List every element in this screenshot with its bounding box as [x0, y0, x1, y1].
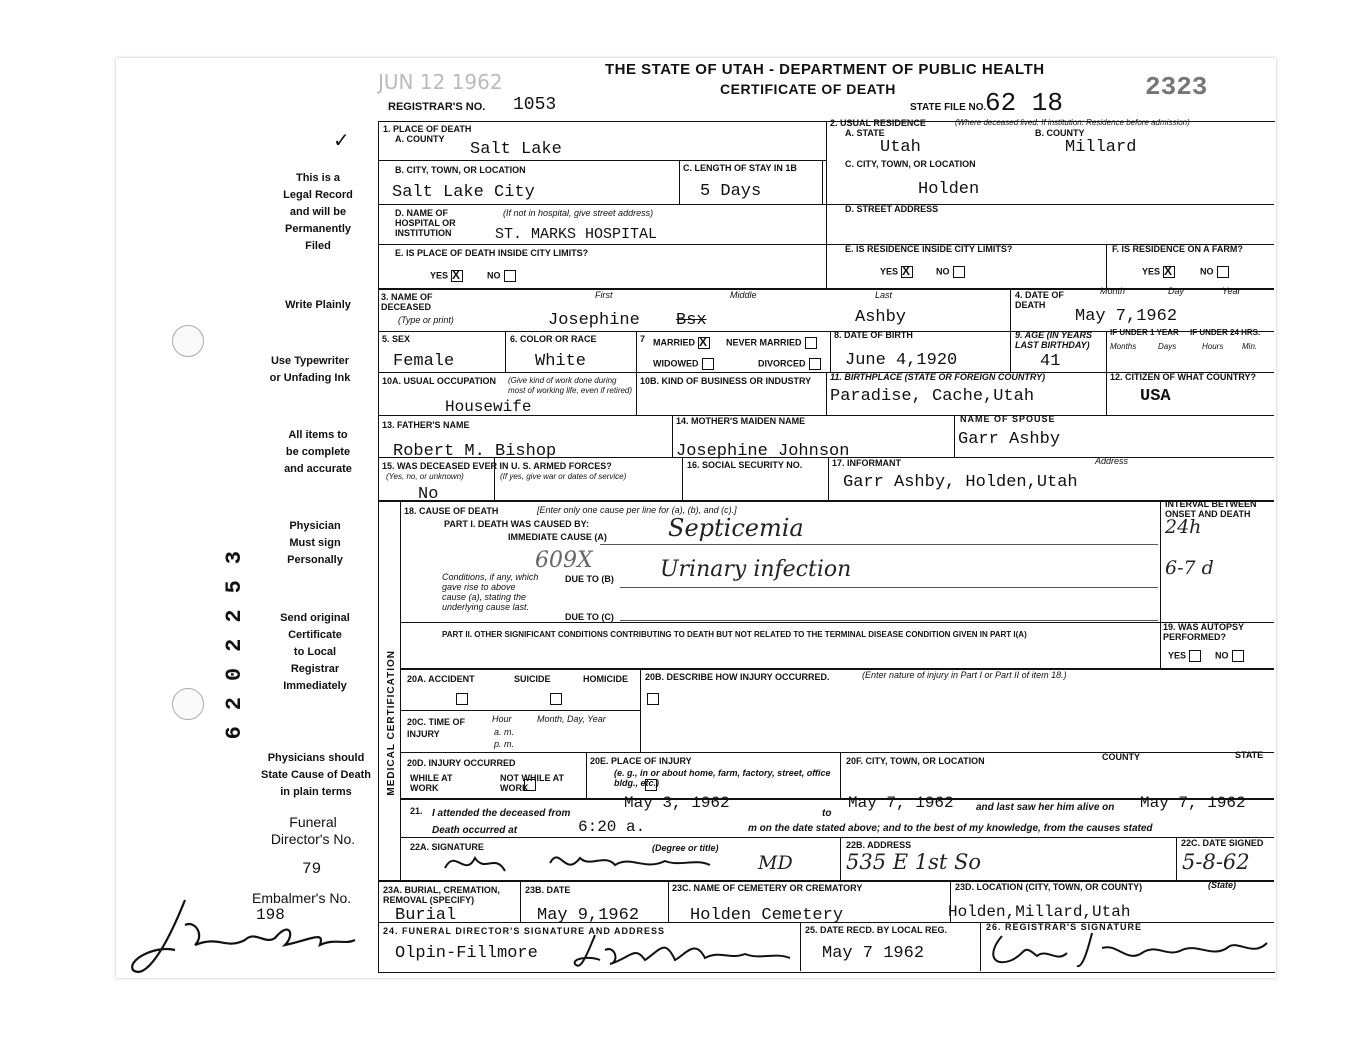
mother-value: Josephine Johnson [676, 442, 850, 461]
farm-label: F. IS RESIDENCE ON A FARM? [1112, 244, 1243, 254]
physician-address-value: 535 E 1st So [846, 850, 982, 874]
inside-city-label: E. IS PLACE OF DEATH INSIDE CITY LIMITS? [395, 248, 589, 258]
accident-label: 20A. ACCIDENT [407, 674, 475, 684]
under-1-year-label: IF UNDER 1 YEAR [1110, 328, 1179, 337]
document-title: CERTIFICATE OF DEATH [720, 81, 896, 97]
due-to-b-label: DUE TO (B) [565, 574, 614, 584]
cause-of-death-note: [Enter only one cause per line for (a), (b), and (c).] [537, 505, 737, 515]
res-county-label: B. COUNTY [1035, 128, 1085, 138]
hospital-label: D. NAME OF HOSPITAL OR INSTITUTION [395, 208, 456, 238]
cemetery-location-label: 23D. LOCATION (CITY, TOWN, OR COUNTY) [955, 882, 1143, 892]
registrar-signature [982, 928, 1272, 972]
death-city-label: B. CITY, TOWN, OR LOCATION [395, 165, 526, 175]
agency-title: THE STATE OF UTAH - DEPARTMENT OF PUBLIC HEALTH [605, 61, 1045, 78]
injury-description-label: 20B. DESCRIBE HOW INJURY OCCURRED. [645, 672, 830, 682]
death-year-label: Year [1222, 286, 1241, 296]
attended-to-value: May 7, 1962 [848, 794, 954, 812]
burial-date-label: 23B. DATE [525, 885, 571, 895]
business-label: 10B. KIND OF BUSINESS OR INDUSTRY [640, 376, 812, 386]
date-of-birth-value: June 4,1920 [845, 351, 958, 370]
death-city-value: Salt Lake City [392, 183, 535, 202]
funeral-director-signature [570, 930, 795, 972]
occupation-value: Housewife [445, 398, 532, 416]
state-file-label: STATE FILE NO. [910, 102, 987, 113]
place-of-injury-note: (e. g., in or about home, farm, factory, street, office bldg., etc.) [614, 768, 831, 788]
embalmer-label: Embalmer's No. [252, 890, 352, 906]
race-value: White [535, 352, 587, 371]
burial-value: Burial [395, 906, 457, 925]
state-file-number: 62 18 [985, 88, 1064, 118]
interval-a-value: 24h [1165, 516, 1202, 538]
sex-label: 5. SEX [382, 334, 411, 344]
degree-label: (Degree or title) [652, 843, 719, 853]
citizen-label: 12. CITIZEN OF WHAT COUNTRY? [1110, 372, 1256, 382]
interval-label: INTERVAL BETWEEN ONSET AND DEATH [1165, 499, 1257, 519]
suicide-checkbox[interactable] [550, 693, 562, 705]
married-checkbox[interactable]: MARRIEDX [653, 337, 710, 349]
immediate-cause-label: IMMEDIATE CAUSE (A) [508, 532, 607, 542]
sidebar-physician: Physician Must sign Personally [287, 520, 343, 566]
death-occurred-time: 6:20 a. [578, 818, 646, 836]
inside-city-yes[interactable]: YESX [430, 270, 463, 282]
injury-occurred-label: 20D. INJURY OCCURRED [407, 758, 516, 768]
funeral-director-number: 79 [302, 860, 322, 878]
funeral-director-value: Olpin-Fillmore [395, 944, 538, 963]
cemetery-value: Holden Cemetery [690, 906, 844, 925]
pm-label: p. m. [494, 739, 515, 749]
date-of-death-label: 4. DATE OF DEATH [1015, 290, 1064, 310]
min-label: Min. [1242, 342, 1258, 351]
suicide-label: SUICIDE [514, 674, 551, 684]
checkmark-icon: ✓ [333, 130, 350, 152]
last-saw-label: and last saw her him alive on [976, 802, 1115, 813]
burial-label: 23A. BURIAL, CREMATION, REMOVAL (SPECIFY) [383, 885, 500, 905]
under-24-hrs-label: IF UNDER 24 HRS. [1190, 328, 1261, 337]
inside-city-no[interactable]: NO [487, 270, 516, 282]
armed-forces-note-1: (Yes, no, or unknown) [386, 472, 464, 481]
cause-of-death-label: 18. CAUSE OF DEATH [404, 506, 499, 516]
autopsy-label: 19. WAS AUTOPSY PERFORMED? [1163, 622, 1244, 642]
place-of-injury-label: 20E. PLACE OF INJURY [590, 756, 692, 766]
attended-from-value: May 3, 1962 [624, 794, 730, 812]
hospital-note: (If not in hospital, give street address) [503, 208, 654, 218]
armed-forces-value: No [418, 485, 439, 504]
father-value: Robert M. Bishop [393, 442, 557, 461]
corner-number: 2323 [1145, 72, 1208, 102]
mdy-label: Month, Day, Year [537, 714, 606, 724]
physician-degree: MD [758, 852, 793, 874]
father-label: 13. FATHER'S NAME [382, 420, 470, 430]
armed-forces-note-2: (If yes, give war or dates of service) [500, 472, 627, 481]
death-day-label: Day [1168, 286, 1185, 296]
farm-yes[interactable]: YESX [1142, 266, 1175, 278]
death-month-label: Month [1100, 286, 1126, 296]
sidebar-write-plainly: Write Plainly [285, 299, 351, 311]
sex-value: Female [393, 352, 455, 371]
informant-value: Garr Ashby, Holden,Utah [843, 473, 1078, 492]
race-label: 6. COLOR OR RACE [510, 334, 597, 344]
physician-address-label: 22B. ADDRESS [846, 840, 912, 850]
date-of-birth-label: 8. DATE OF BIRTH [834, 330, 913, 340]
burial-date-value: May 9,1962 [537, 906, 640, 925]
age-label: 9. AGE (IN YEARS LAST BIRTHDAY) [1015, 330, 1093, 350]
death-occurred-label: Death occurred at [432, 825, 518, 836]
attest-statement: m on the date stated above; and to the best of my knowledge, from the causes stated [748, 823, 1153, 834]
attended-from-label: I attended the deceased from [432, 808, 571, 819]
registrar-signature-label: 26. REGISTRAR'S SIGNATURE [986, 922, 1142, 932]
homicide-checkbox[interactable] [647, 693, 659, 705]
first-name-label: First [595, 290, 613, 300]
ssn-label: 16. SOCIAL SECURITY NO. [687, 460, 803, 470]
received-stamp: JUN 12 1962 [378, 70, 503, 94]
part-2-label: PART II. OTHER SIGNIFICANT CONDITIONS CONTRIBUTING TO DEATH BUT NOT RELATED TO THE TERMINAL DISEASE CONDITION GIVEN IN PART I(A) [442, 630, 1027, 639]
usual-residence-title: 2. USUAL RESIDENCE [830, 118, 926, 128]
age-value: 41 [1040, 352, 1061, 371]
embalmer-number: 198 [256, 906, 285, 924]
spouse-value: Garr Ashby [958, 430, 1061, 449]
date-signed-label: 22C. DATE SIGNED [1181, 838, 1264, 848]
sidebar-typewriter: Use Typewriter or Unfading Ink [269, 355, 351, 384]
street-address-label: D. STREET ADDRESS [845, 204, 939, 214]
deceased-name-label: 3. NAME OF DECEASED [381, 292, 433, 312]
date-received-label: 25. DATE RECD. BY LOCAL REG. [805, 925, 948, 935]
occupation-note: (Give kind of work done during most of working life, even if retired) [508, 376, 633, 395]
homicide-label: HOMICIDE [583, 674, 628, 684]
last-saw-value: May 7, 1962 [1140, 794, 1246, 812]
death-county-value: Salt Lake [470, 140, 562, 159]
date-signed-value: 5-8-62 [1182, 850, 1250, 874]
part-1-label: PART I. DEATH WAS CAUSED BY: [444, 519, 590, 529]
birthplace-value: Paradise, Cache,Utah [830, 387, 1035, 406]
funeral-director-label: Funeral Director's No. [270, 814, 356, 847]
cemetery-label: 23C. NAME OF CEMETERY OR CREMATORY [672, 883, 863, 893]
res-inside-city-label: E. IS RESIDENCE INSIDE CITY LIMITS? [845, 244, 1013, 254]
res-county-value: Millard [1065, 138, 1137, 157]
sidebar-complete: All items to be complete and accurate [284, 429, 352, 475]
medical-certification-label: MEDICAL CERTIFICATION [386, 650, 397, 796]
time-of-injury-label: 20C. TIME OF INJURY [407, 717, 466, 739]
months-label: Months [1110, 342, 1137, 351]
res-inside-city-no[interactable]: NO [936, 266, 965, 278]
autopsy-yes[interactable]: YES [1168, 650, 1201, 662]
autopsy-no[interactable]: NO [1215, 650, 1244, 662]
accident-checkbox[interactable] [456, 693, 468, 705]
length-of-stay-value: 5 Days [700, 182, 762, 201]
never-married-checkbox[interactable]: NEVER MARRIED [726, 337, 817, 349]
hour-label: Hour [492, 714, 512, 724]
injury-city-label: 20F. CITY, TOWN, OR LOCATION [846, 756, 985, 766]
place-of-death-title: 1. PLACE OF DEATH [383, 124, 472, 134]
registrar-label: REGISTRAR'S NO. [388, 101, 486, 113]
deceased-name-note: (Type or print) [398, 315, 454, 325]
cause-code: 609X [535, 548, 593, 573]
citizen-value: USA [1140, 387, 1171, 406]
vertical-file-number: 6202253 [222, 535, 247, 740]
embalmer-signature [125, 890, 360, 985]
informant-label: 17. INFORMANT [832, 458, 902, 468]
punch-hole [172, 688, 204, 720]
sidebar-legal-record: This is a Legal Record and will be Permanently Filed [283, 172, 353, 252]
punch-hole [172, 325, 204, 357]
middle-name-value: Bsx [676, 311, 707, 330]
birthplace-label: 11. BIRTHPLACE (STATE OR FOREIGN COUNTRY) [830, 372, 1046, 382]
due-to-c-label: DUE TO (C) [565, 612, 614, 622]
occupation-label: 10A. USUAL OCCUPATION [382, 376, 497, 386]
sidebar-state-cause: Physicians should State Cause of Death in plain terms [260, 752, 372, 798]
res-state-value: Utah [880, 138, 921, 157]
injury-state-label: STATE [1235, 750, 1264, 760]
hospital-value: ST. MARKS HOSPITAL [495, 226, 658, 243]
res-inside-city-yes[interactable]: YESX [880, 266, 913, 278]
middle-name-label: Middle [730, 290, 757, 300]
res-city-value: Holden [918, 180, 980, 199]
informant-address-label: Address [1095, 456, 1129, 466]
farm-no[interactable]: NO [1200, 266, 1229, 278]
interval-b-value: 6-7 d [1165, 557, 1214, 579]
cemetery-location-value: Holden,Millard,Utah [948, 903, 1131, 921]
length-of-stay-label: C. LENGTH OF STAY IN 1B [683, 163, 797, 173]
res-state-label: A. STATE [845, 128, 885, 138]
widowed-checkbox[interactable]: WIDOWED [653, 358, 714, 370]
usual-residence-note: (Where deceased lived. If institution: Residence before admission) [955, 118, 1190, 127]
date-received-value: May 7 1962 [822, 944, 925, 963]
hours-label: Hours [1202, 342, 1224, 351]
armed-forces-label: 15. WAS DECEASED EVER IN U. S. ARMED FORCES? [382, 461, 612, 471]
last-name-value: Ashby [855, 308, 907, 327]
cause-b-value: Urinary infection [660, 557, 852, 582]
mother-label: 14. MOTHER'S MAIDEN NAME [676, 416, 806, 426]
sidebar-send-original: Send original Certificate to Local Registrar Immediately [280, 612, 350, 692]
registrar-number: 1053 [513, 95, 557, 115]
funeral-director-signature-label: 24. FUNERAL DIRECTOR'S SIGNATURE AND ADDRESS [383, 926, 665, 936]
injury-description-note: (Enter nature of injury in Part I or Part II of item 18.) [862, 670, 1067, 680]
while-at-work-label: WHILE AT WORK [410, 773, 453, 793]
conditions-note: Conditions, if any, which gave rise to above cause (a), stating the underlying cause last. [442, 572, 539, 612]
am-label: a. m. [494, 727, 515, 737]
last-name-label: Last [875, 290, 893, 300]
days-label: Days [1158, 342, 1177, 351]
attended-to-label: to [822, 808, 832, 819]
cause-a-value: Septicemia [668, 514, 804, 542]
spouse-label: NAME OF SPOUSE [960, 414, 1056, 424]
injury-county-label: COUNTY [1102, 752, 1140, 762]
cemetery-state-label: (State) [1208, 880, 1237, 890]
divorced-checkbox[interactable]: DIVORCED [758, 358, 821, 370]
physician-signature [440, 843, 750, 881]
not-while-at-work-label: NOT WHILE AT WORK [500, 773, 564, 793]
first-name-value: Josephine [548, 311, 640, 330]
date-of-death-value: May 7,1962 [1075, 307, 1178, 326]
death-county-label: A. COUNTY [395, 134, 445, 144]
signature-label: 22A. SIGNATURE [410, 842, 484, 852]
res-city-label: C. CITY, TOWN, OR LOCATION [845, 159, 976, 169]
